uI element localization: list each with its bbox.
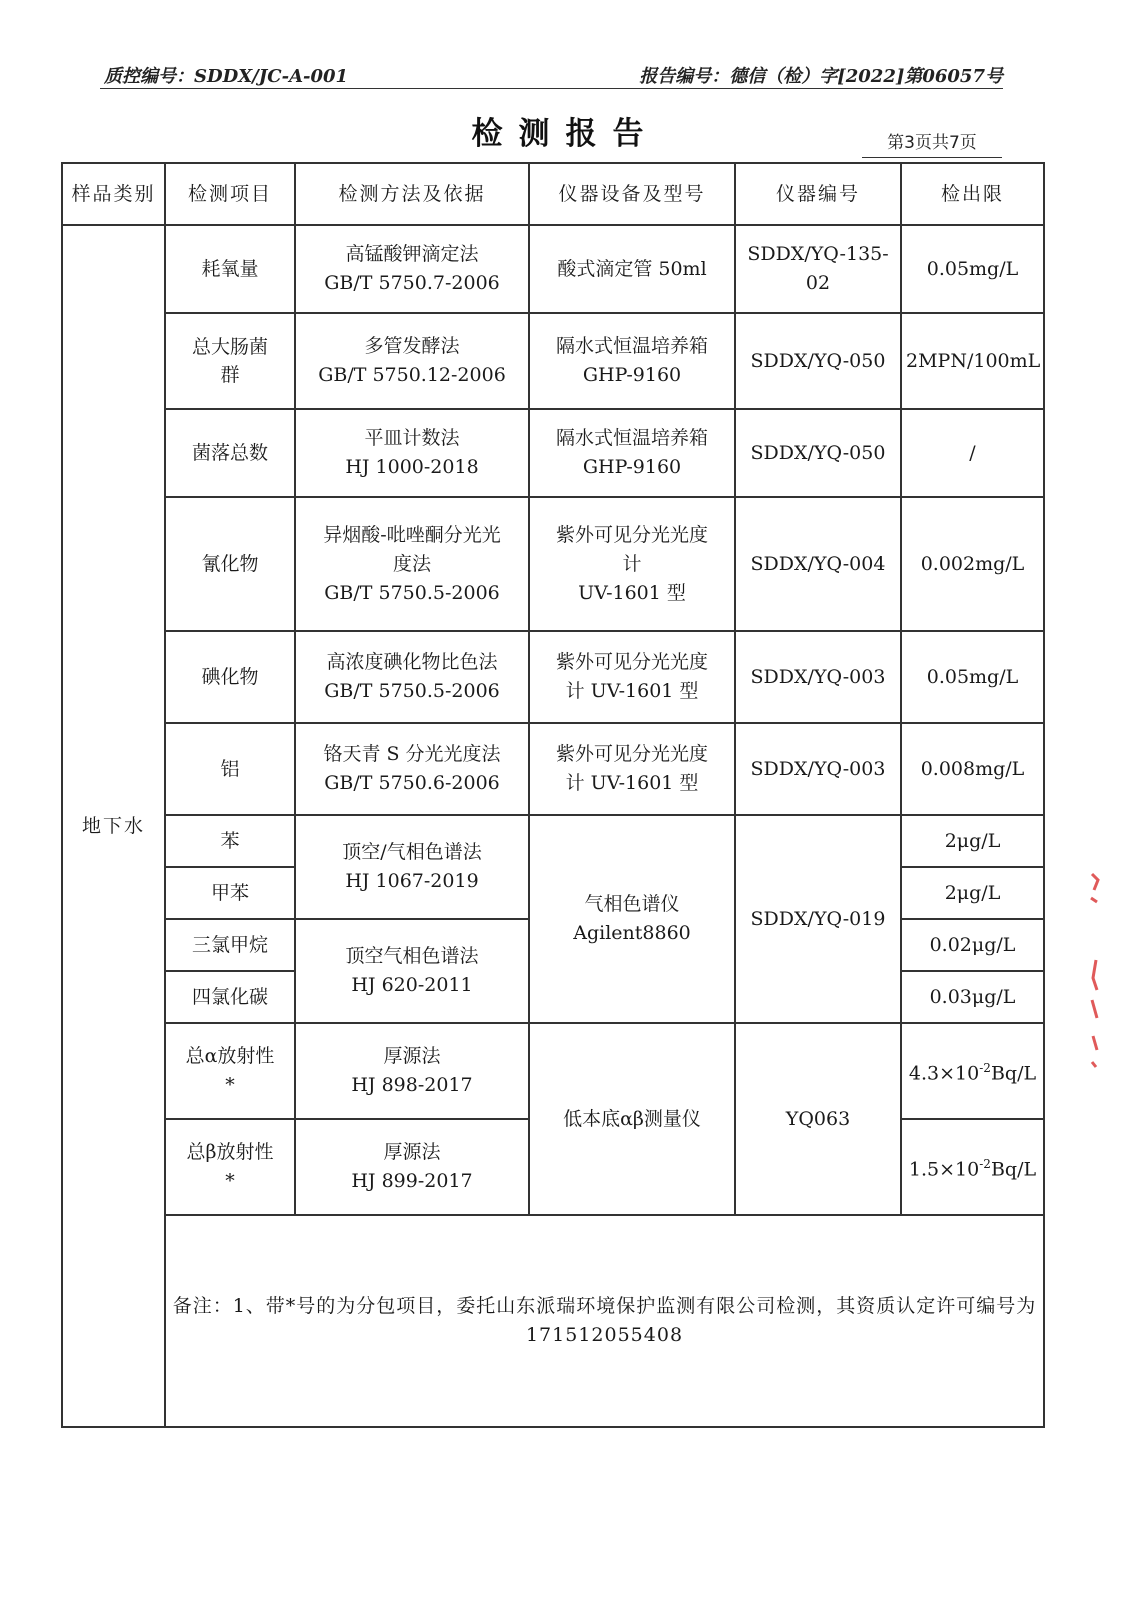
note-line: 171512055408 xyxy=(525,1324,684,1346)
col-header-item: 检测项目 xyxy=(165,163,295,225)
limit-cell: 0.002mg/L xyxy=(901,497,1044,631)
limit-cell: 0.03μg/L xyxy=(901,971,1044,1023)
item-name: 苯 xyxy=(165,815,295,867)
instrument-cell: 气相色谱仪 Agilent8860 xyxy=(529,815,735,1023)
table-row xyxy=(62,1023,1044,1119)
method-cell: 异烟酸-吡唑酮分光光 度法 GB/T 5750.5-2006 xyxy=(295,497,529,631)
table-row xyxy=(62,409,1044,497)
limit-cell: $4.3\times 10^{-2}Bq/L$ xyxy=(901,1023,1044,1119)
col-header-method: 检测方法及依据 xyxy=(295,163,529,225)
instrument-no-cell: SDDX/YQ-003 xyxy=(735,631,901,723)
header-divider xyxy=(100,88,1003,89)
qc-number: 质控编号：SDDX/JC-A-001 xyxy=(104,66,349,87)
item-name: 四氯化碳 xyxy=(165,971,295,1023)
notes-cell xyxy=(165,1215,1044,1427)
table-row xyxy=(62,723,1044,815)
table-header-row xyxy=(62,163,1044,225)
report-title: 检测报告 xyxy=(471,116,660,152)
table-row xyxy=(62,313,1044,409)
method-cell: 平皿计数法 HJ 1000-2018 xyxy=(295,409,529,497)
method-cell: 厚源法 HJ 899-2017 xyxy=(295,1119,529,1215)
report-number: 报告编号：德信（检）字[2022]第06057号 xyxy=(639,66,1003,87)
limit-cell: 2μg/L xyxy=(901,867,1044,919)
item-name: 总大肠菌群 xyxy=(165,313,295,409)
method-cell: 铬天青 S 分光光度法 GB/T 5750.6-2006 xyxy=(295,723,529,815)
instrument-no-cell: SDDX/YQ-003 xyxy=(735,723,901,815)
item-name: 总α放射性 * xyxy=(165,1023,295,1119)
instrument-cell: 紫外可见分光光度 计 UV-1601 型 xyxy=(529,497,735,631)
col-header-category: 样品类别 xyxy=(62,163,165,225)
limit-cell: 0.05mg/L xyxy=(901,631,1044,723)
notes-row xyxy=(62,1215,1044,1427)
limit-cell: 2μg/L xyxy=(901,815,1044,867)
limit-cell: 2MPN/100mL xyxy=(901,313,1044,409)
col-header-instrument: 仪器设备及型号 xyxy=(529,163,735,225)
instrument-no-cell: SDDX/YQ-019 xyxy=(735,815,901,1023)
instrument-cell: 紫外可见分光光度 计 UV-1601 型 xyxy=(529,631,735,723)
page-number: 第3页共7页 xyxy=(862,128,1002,158)
item-name: 铝 xyxy=(165,723,295,815)
item-name: 耗氧量 xyxy=(165,225,295,313)
instrument-cell: 紫外可见分光光度 计 UV-1601 型 xyxy=(529,723,735,815)
limit-cell: / xyxy=(901,409,1044,497)
col-header-instrument-no: 仪器编号 xyxy=(735,163,901,225)
instrument-no-cell: SDDX/YQ-050 xyxy=(735,313,901,409)
test-table xyxy=(61,162,1045,1428)
instrument-no-cell: SDDX/YQ-004 xyxy=(735,497,901,631)
col-header-limit: 检出限 xyxy=(901,163,1044,225)
table-row xyxy=(62,225,1044,313)
instrument-cell: 隔水式恒温培养箱 GHP-9160 xyxy=(529,409,735,497)
table-row xyxy=(62,815,1044,867)
instrument-no-cell: YQ063 xyxy=(735,1023,901,1215)
limit-cell: 0.02μg/L xyxy=(901,919,1044,971)
item-name: 氰化物 xyxy=(165,497,295,631)
note-line: 备注：1、带*号的为分包项目，委托山东派瑞环境保护监测有限公司检测，其资质认定许可编号为 xyxy=(172,1295,1037,1317)
item-name: 三氯甲烷 xyxy=(165,919,295,971)
method-cell: 多管发酵法 GB/T 5750.12-2006 xyxy=(295,313,529,409)
instrument-cell: 酸式滴定管 50ml xyxy=(529,225,735,313)
item-name: 菌落总数 xyxy=(165,409,295,497)
limit-cell: 0.008mg/L xyxy=(901,723,1044,815)
instrument-cell: 低本底αβ测量仪 xyxy=(529,1023,735,1215)
table-row xyxy=(62,497,1044,631)
method-cell: 顶空/气相色谱法 HJ 1067-2019 xyxy=(295,815,529,919)
method-cell: 顶空气相色谱法 HJ 620-2011 xyxy=(295,919,529,1023)
instrument-cell: 隔水式恒温培养箱 GHP-9160 xyxy=(529,313,735,409)
limit-cell: 0.05mg/L xyxy=(901,225,1044,313)
stamp-edge xyxy=(1088,868,1100,1068)
method-cell: 高锰酸钾滴定法 GB/T 5750.7-2006 xyxy=(295,225,529,313)
item-name: 甲苯 xyxy=(165,867,295,919)
table-row xyxy=(62,631,1044,723)
sample-category: 地下水 xyxy=(62,225,165,1427)
item-name: 碘化物 xyxy=(165,631,295,723)
method-cell: 高浓度碘化物比色法 GB/T 5750.5-2006 xyxy=(295,631,529,723)
method-cell: 厚源法 HJ 898-2017 xyxy=(295,1023,529,1119)
limit-cell: $1.5\times 10^{-2}Bq/L$ xyxy=(901,1119,1044,1215)
instrument-no-cell: SDDX/YQ-050 xyxy=(735,409,901,497)
instrument-no-cell: SDDX/YQ-135- 02 xyxy=(735,225,901,313)
item-name: 总β放射性 * xyxy=(165,1119,295,1215)
